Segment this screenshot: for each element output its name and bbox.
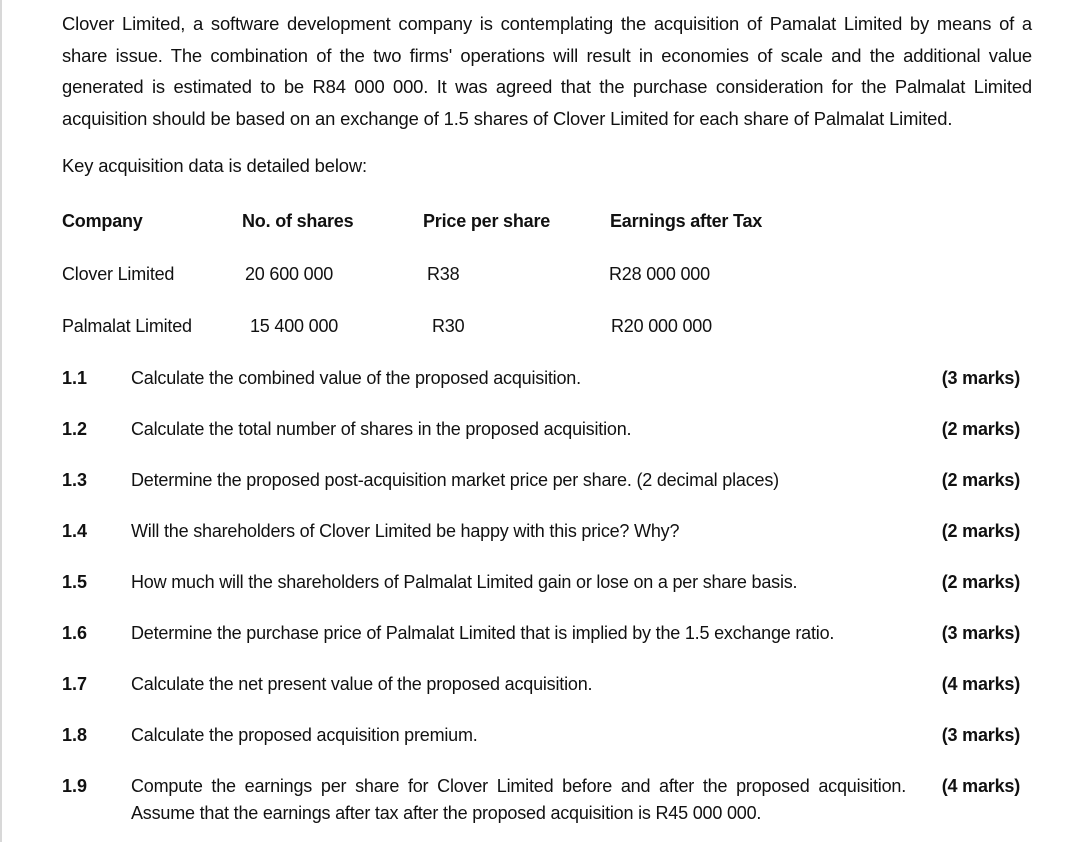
question-number: 1.8 <box>62 725 88 745</box>
question-number: 1.7 <box>62 674 88 694</box>
question-marks: (2 marks) <box>941 419 1020 439</box>
question-number: 1.5 <box>62 572 88 592</box>
question-marks: (2 marks) <box>941 521 1020 541</box>
question-item <box>62 363 1022 414</box>
question-item <box>62 567 1022 618</box>
question-item <box>62 771 1022 835</box>
intro-paragraph: Clover Limited, a software development company is contemplating the acquisition of Pamalat Limited by means of a share issue. The combination of the two firms' operations will result in economies of scale and the additional value generated is estimated to be R84 000 000. It was agreed that the purchase consideration for the Palmalat Limited acquisition should be based on an exchange of 1.5 shares of Clover Limited for each share of Palmalat Limited. <box>62 13 1032 129</box>
cell-no-of-shares: 15 400 000 <box>250 316 339 336</box>
cell-company: Palmalat Limited <box>62 316 192 336</box>
question-text: Calculate the net present value of the proposed acquisition. <box>131 673 593 694</box>
cell-company: Clover Limited <box>62 263 175 284</box>
cell-earnings-after-tax: R20 000 000 <box>611 316 712 336</box>
question-marks: (4 marks) <box>941 674 1020 694</box>
question-item <box>62 516 1022 567</box>
question-text: Calculate the total number of shares in the proposed acquisition. <box>131 418 632 439</box>
cell-no-of-shares: 20 600 000 <box>245 263 334 284</box>
question-marks: (3 marks) <box>941 623 1020 643</box>
question-text: Calculate the combined value of the proposed acquisition. <box>131 367 581 388</box>
key-data-heading: Key acquisition data is detailed below: <box>62 155 367 176</box>
question-marks: (4 marks) <box>941 776 1020 796</box>
question-marks: (3 marks) <box>941 368 1020 388</box>
question-text: Will the shareholders of Clover Limited be happy with this price? Why? <box>131 520 680 541</box>
acquisition-data-table <box>62 206 822 364</box>
question-number: 1.6 <box>62 623 88 643</box>
header-no-of-shares: No. of shares <box>242 211 354 231</box>
question-item <box>62 720 1022 771</box>
table-header-row <box>62 206 822 259</box>
question-text: Determine the purchase price of Palmalat Limited that is implied by the 1.5 exchange ratio. <box>131 622 835 643</box>
question-number: 1.2 <box>62 419 88 439</box>
table-row <box>62 311 822 364</box>
cell-price-per-share: R30 <box>432 316 465 336</box>
question-item <box>62 465 1022 516</box>
cell-price-per-share: R38 <box>427 263 460 284</box>
question-marks: (3 marks) <box>941 725 1020 745</box>
question-text: Compute the earnings per share for Clover Limited before and after the proposed acquisition. Assume that the earnings after tax after the proposed acquisition is R45 000 000. <box>131 775 906 823</box>
cell-earnings-after-tax: R28 000 000 <box>609 263 710 284</box>
header-earnings-after-tax: Earnings after Tax <box>610 211 763 231</box>
question-list <box>62 363 1022 835</box>
question-number: 1.1 <box>62 368 88 388</box>
question-marks: (2 marks) <box>941 572 1020 592</box>
question-item <box>62 414 1022 465</box>
question-text: Calculate the proposed acquisition premium. <box>131 724 478 745</box>
question-item <box>62 669 1022 720</box>
question-marks: (2 marks) <box>941 470 1020 490</box>
question-item <box>62 618 1022 669</box>
header-company: Company <box>62 211 143 231</box>
question-number: 1.9 <box>62 776 88 796</box>
question-text: Determine the proposed post-acquisition market price per share. (2 decimal places) <box>131 469 779 490</box>
question-number: 1.3 <box>62 470 88 490</box>
question-number: 1.4 <box>62 521 88 541</box>
table-row <box>62 259 822 312</box>
header-price-per-share: Price per share <box>423 211 551 231</box>
question-text: How much will the shareholders of Palmalat Limited gain or lose on a per share basis. <box>131 571 798 592</box>
